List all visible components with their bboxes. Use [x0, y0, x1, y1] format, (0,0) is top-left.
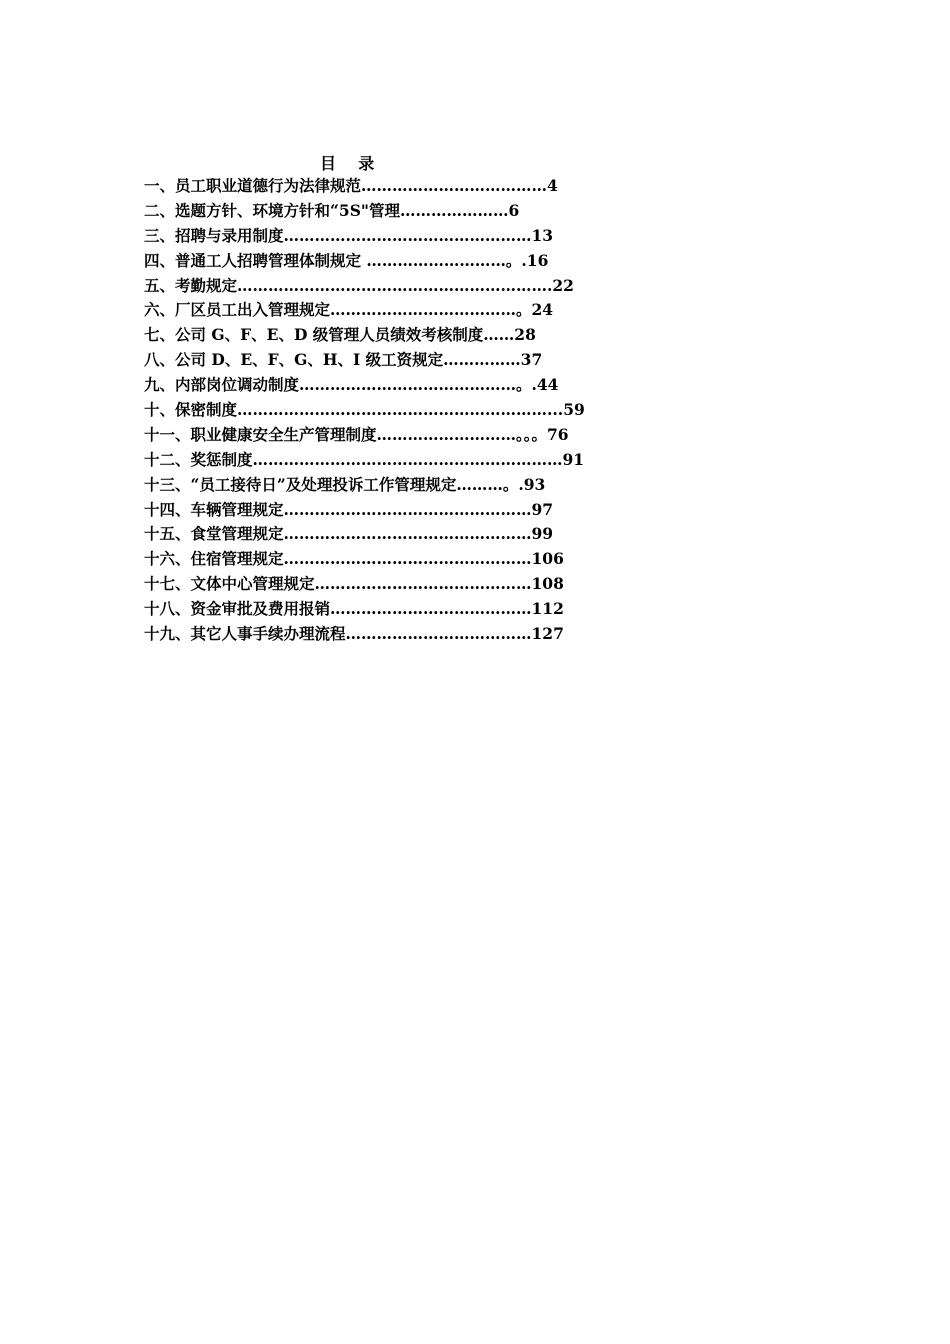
toc-entry: 五、考勤规定…………………………………………………….22 [144, 275, 574, 295]
toc-entry: 一、员工职业道德行为法律规范………………………………4 [144, 176, 558, 195]
toc-entry: 十、保密制度……………………………………………………...59 [144, 400, 585, 420]
toc-entry: 十三、“员工接待日”及处理投诉工作管理规定………。.93 [144, 474, 546, 494]
toc-entry: 七、公司 G、F、E、D 级管理人员绩效考核制度……28 [144, 325, 536, 345]
toc-entry: 四、普通工人招聘管理体制规定 ………………………。.16 [144, 250, 549, 270]
toc-entry: 十九、其它人事手续办理流程………………………………127 [144, 624, 564, 644]
toc-entry: 十五、食堂管理规定…………………………………………99 [144, 524, 554, 544]
toc-entry: 三、招聘与录用制度…………………………………………13 [144, 225, 554, 245]
toc-entry: 十七、文体中心管理规定……………………………………108 [144, 574, 564, 594]
toc-title: 目 录 [320, 154, 375, 173]
toc-entry: 十八、资金审批及费用报销…………………………………112 [144, 599, 564, 619]
toc-entry: 十二、奖惩制度……………………………………………………91 [144, 449, 585, 469]
toc-entry: 九、内部岗位调动制度……………………………………。.44 [144, 375, 559, 395]
toc-entry: 十六、住宿管理规定…………………………………………106 [144, 549, 564, 569]
toc-entry: 十一、职业健康安全生产管理制度………………………。。。76 [144, 424, 569, 444]
toc-entry: 六、厂区员工出入管理规定………………………………。24 [144, 300, 554, 320]
toc-entry: 二、选题方针、环境方针和“5S"管理…………………6 [144, 200, 520, 220]
toc-entry: 十四、车辆管理规定…………………………………………97 [144, 499, 554, 519]
toc-list [144, 174, 585, 647]
toc-entry: 八、公司 D、E、F、G、H、I 级工资规定……………37 [144, 350, 543, 370]
